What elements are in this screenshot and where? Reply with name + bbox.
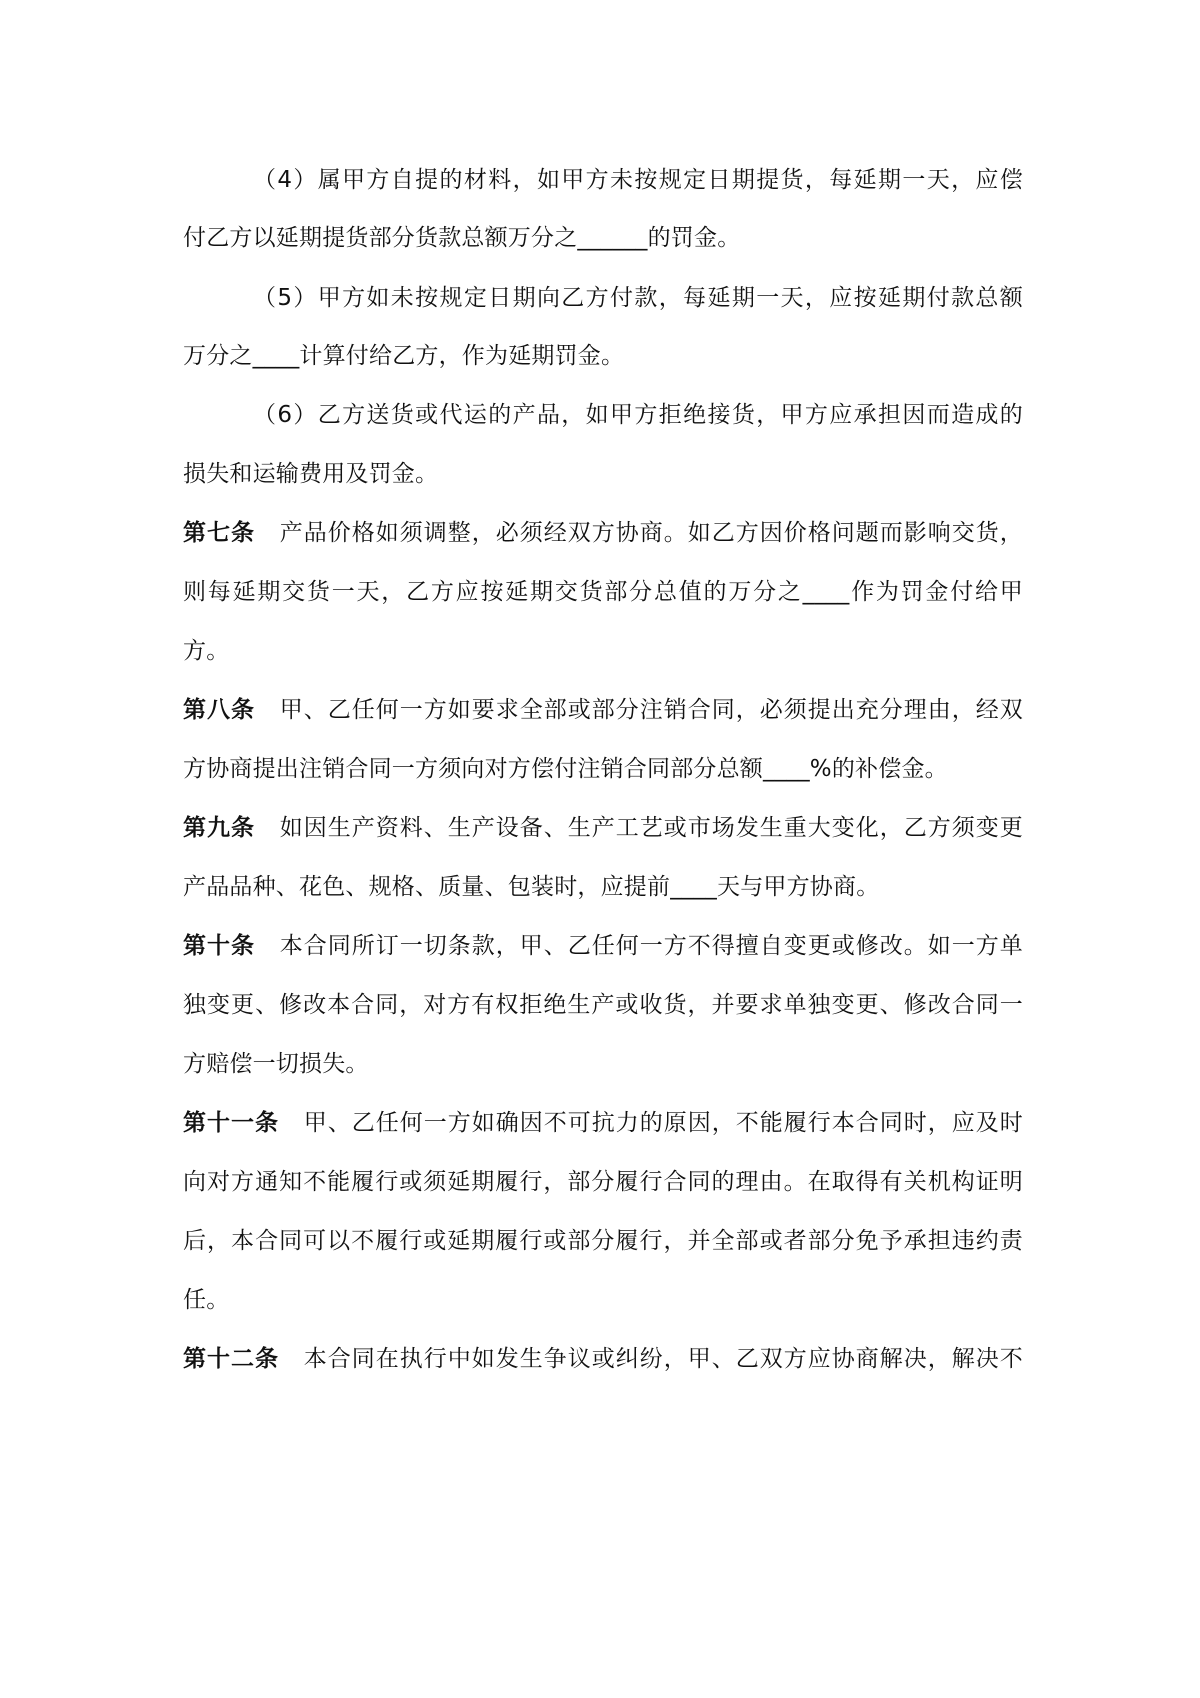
article-11-line-1 [183, 1108, 1023, 1138]
article-8-line-2: 方协商提出注销合同一方须向对方偿付注销合同部分总额____%的补偿金。 [183, 756, 948, 782]
article-7-text-1: 产品价格如须调整，必须经双方协商。如乙方因价格问题而影响交货， [279, 520, 1023, 546]
article-12-line-1 [183, 1344, 1023, 1374]
article-7-heading: 第七条 [183, 520, 255, 546]
clause-6-line-1: （6）乙方送货或代运的产品，如甲方拒绝接货，甲方应承担因而造成的 [253, 402, 1023, 428]
article-9-heading: 第九条 [183, 815, 255, 841]
article-10-line-1 [183, 931, 1023, 961]
article-11-heading: 第十一条 [183, 1110, 279, 1136]
article-10-heading: 第十条 [183, 933, 255, 959]
clause-5-line-1: （5）甲方如未按规定日期向乙方付款，每延期一天，应按延期付款总额 [253, 285, 1023, 311]
clause-5-line-2: 万分之____计算付给乙方，作为延期罚金。 [183, 343, 625, 369]
article-8-heading: 第八条 [183, 697, 255, 723]
article-9-line-1 [183, 813, 1023, 843]
clause-6-line-2: 损失和运输费用及罚金。 [183, 461, 439, 487]
clause-4-line-2: 付乙方以延期提货部分货款总额万分之______的罚金。 [183, 225, 741, 251]
article-11-line-4: 任。 [183, 1287, 230, 1313]
article-10-line-3: 方赔偿一切损失。 [183, 1051, 369, 1077]
article-11-line-2: 向对方通知不能履行或须延期履行，部分履行合同的理由。在取得有关机构证明 [183, 1169, 1023, 1195]
article-7-line-2: 则每延期交货一天，乙方应按延期交货部分总值的万分之____作为罚金付给甲 [183, 579, 1023, 605]
article-8-text-1: 甲、乙任何一方如要求全部或部分注销合同，必须提出充分理由，经双 [279, 697, 1023, 723]
article-7-line-3: 方。 [183, 638, 230, 664]
article-11-text-1: 甲、乙任何一方如确因不可抗力的原因，不能履行本合同时，应及时 [303, 1110, 1023, 1136]
article-11-line-3: 后，本合同可以不履行或延期履行或部分履行，并全部或者部分免予承担违约责 [183, 1228, 1023, 1254]
article-10-text-1: 本合同所订一切条款，甲、乙任何一方不得擅自变更或修改。如一方单 [279, 933, 1023, 959]
article-12-heading: 第十二条 [183, 1346, 279, 1372]
article-10-line-2: 独变更、修改本合同，对方有权拒绝生产或收货，并要求单独变更、修改合同一 [183, 992, 1023, 1018]
article-9-line-2: 产品品种、花色、规格、质量、包装时，应提前____天与甲方协商。 [183, 874, 880, 900]
article-12-text-1: 本合同在执行中如发生争议或纠纷，甲、乙双方应协商解决，解决不 [303, 1346, 1023, 1372]
article-7-line-1 [183, 518, 1023, 548]
article-9-text-1: 如因生产资料、生产设备、生产工艺或市场发生重大变化，乙方须变更 [279, 815, 1023, 841]
article-8-line-1 [183, 695, 1023, 725]
clause-4-line-1: （4）属甲方自提的材料，如甲方未按规定日期提货，每延期一天，应偿 [253, 167, 1023, 193]
